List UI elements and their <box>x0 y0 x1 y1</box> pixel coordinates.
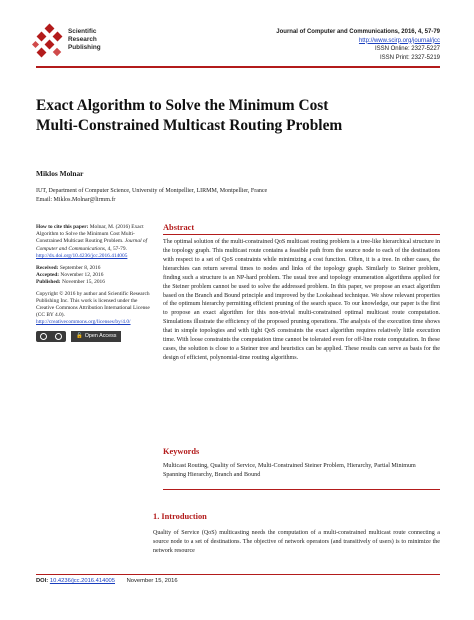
keywords-divider <box>163 489 440 490</box>
cite-label: How to cite this paper: <box>36 224 90 230</box>
accepted-date: November 12, 2016 <box>60 271 104 278</box>
abstract-heading: Abstract <box>163 223 195 232</box>
cite-suffix: , 4, 57-79. <box>104 245 127 252</box>
copyright-text: Copyright © 2016 by author and Scientific Research Publishing Inc. This work is licensed under the Creative Commons Attribution International License (CC BY 4.0). <box>36 290 150 319</box>
abstract-divider <box>163 234 440 235</box>
footer-doi-link[interactable]: 10.4236/jcc.2016.414005 <box>49 578 115 584</box>
copyright-block <box>36 291 152 327</box>
introduction-text: Quality of Service (QoS) multicasting needs the computation of a multi-constrained multicast route connecting a source node to a set of destinations. The objective of network operators (and transitively of users) is to minimize the network resource <box>153 530 440 555</box>
publisher-line: Scientific <box>68 28 97 35</box>
keywords-heading: Keywords <box>163 447 200 456</box>
publisher-line: Publishing <box>68 44 101 51</box>
citation-block <box>36 224 152 260</box>
cite-body: Molnar, M. (2016) Exact Algorithm to Solve the Minimum Cost Multi-Constrained Multicast Routing Problem. <box>36 224 144 245</box>
journal-meta <box>276 28 440 62</box>
open-access-label: Open Access <box>84 333 117 340</box>
title-line: Multi-Constrained Multicast Routing Problem <box>36 117 343 134</box>
license-link[interactable]: http://creativecommons.org/licenses/by/4.0/ <box>36 319 131 326</box>
published-date: November 15, 2016 <box>61 278 105 285</box>
introduction-heading: 1. Introduction <box>153 512 207 521</box>
journal-citation: Journal of Computer and Communications, 2016, 4, 57-79 <box>276 29 440 35</box>
author-affiliation <box>36 187 267 205</box>
header-divider <box>36 66 440 68</box>
email-line: Email: Miklos.Molnar@lirmm.fr <box>36 197 116 203</box>
received-label: Received: <box>36 264 59 271</box>
received-date: September 8, 2016 <box>59 264 101 271</box>
cite-journal: Journal of Computer and Communications <box>36 238 148 252</box>
footer-divider <box>36 574 440 575</box>
journal-url-link[interactable]: http://www.scirp.org/journal/jcc <box>358 37 440 44</box>
author-name: Miklos Molnar <box>36 169 84 178</box>
affiliation-line: IUT, Department of Computer Science, University of Montpellier, LIRMM, Montpellier, France <box>36 188 268 194</box>
page-footer <box>36 578 178 584</box>
publisher-line: Research <box>68 36 97 43</box>
issn-print: ISSN Print: 2327-5219 <box>379 54 440 61</box>
title-line: Exact Algorithm to Solve the Minimum Cost <box>36 97 329 114</box>
cc-by-license-icon[interactable] <box>36 331 66 342</box>
article-sidebar <box>36 224 152 342</box>
open-access-lock-icon: 🔓 <box>76 333 83 340</box>
open-access-badge[interactable] <box>71 331 121 342</box>
footer-date: November 15, 2016 <box>126 578 178 584</box>
issn-online: ISSN Online: 2327-5227 <box>374 46 440 53</box>
footer-doi-label: DOI: <box>36 578 49 584</box>
dates-block <box>36 265 152 287</box>
keywords-text: Multicast Routing, Quality of Service, Multi-Constrained Steiner Problem, Hierarchy, Partial Minimum Spanning Hierarchy, Branch and Bound <box>163 463 416 478</box>
accepted-label: Accepted: <box>36 271 60 278</box>
published-label: Published: <box>36 278 61 285</box>
paper-title <box>36 96 456 136</box>
cite-doi-link[interactable]: http://dx.doi.org/10.4236/jcc.2016.414005 <box>36 252 128 259</box>
abstract-text: The optimal solution of the multi-constrained QoS multicast routing problem is a tree-like hierarchical structure in the topology graph. This multicast route contains a feasible path from the source node to each of the destinations with respect to a set of QoS constraints while minimizing a cost function. Often, it is a tree. In other cases, the hierarchies can return several times to nodes and links of the topology graph. Similarly to Steiner problem, finding such a structure is an NP-hard problem. The usual tree and topology enumeration algorithms applied for the Steiner problem cannot be used to solve the addressed problem. In this paper, we propose an exact algorithm based on the Branch and Bound principle and improved by the Lookahead technique. We show relevant properties of the optimum hierarchy permitting efficient pruning of the search space. To our knowledge, our paper is the first to propose an exact algorithm for this non-trivial multi-constrained optimal multicast route computation. Simulations illustrate the efficiency of the proposed pruning operations. The analysis of the execution time shows that in simple topologies and with tight QoS constraints the exact algorithm requires relatively little execution time. With loose constraints the computation time cannot be tolerated even for off-line route computation. In these cases, the solution is close to a Steiner tree and heuristics can be applied. These results can serve as basis for the design of efficient, polynomial-time routing algorithms. <box>163 239 440 361</box>
publisher-name <box>68 28 101 52</box>
license-badges <box>36 331 152 342</box>
